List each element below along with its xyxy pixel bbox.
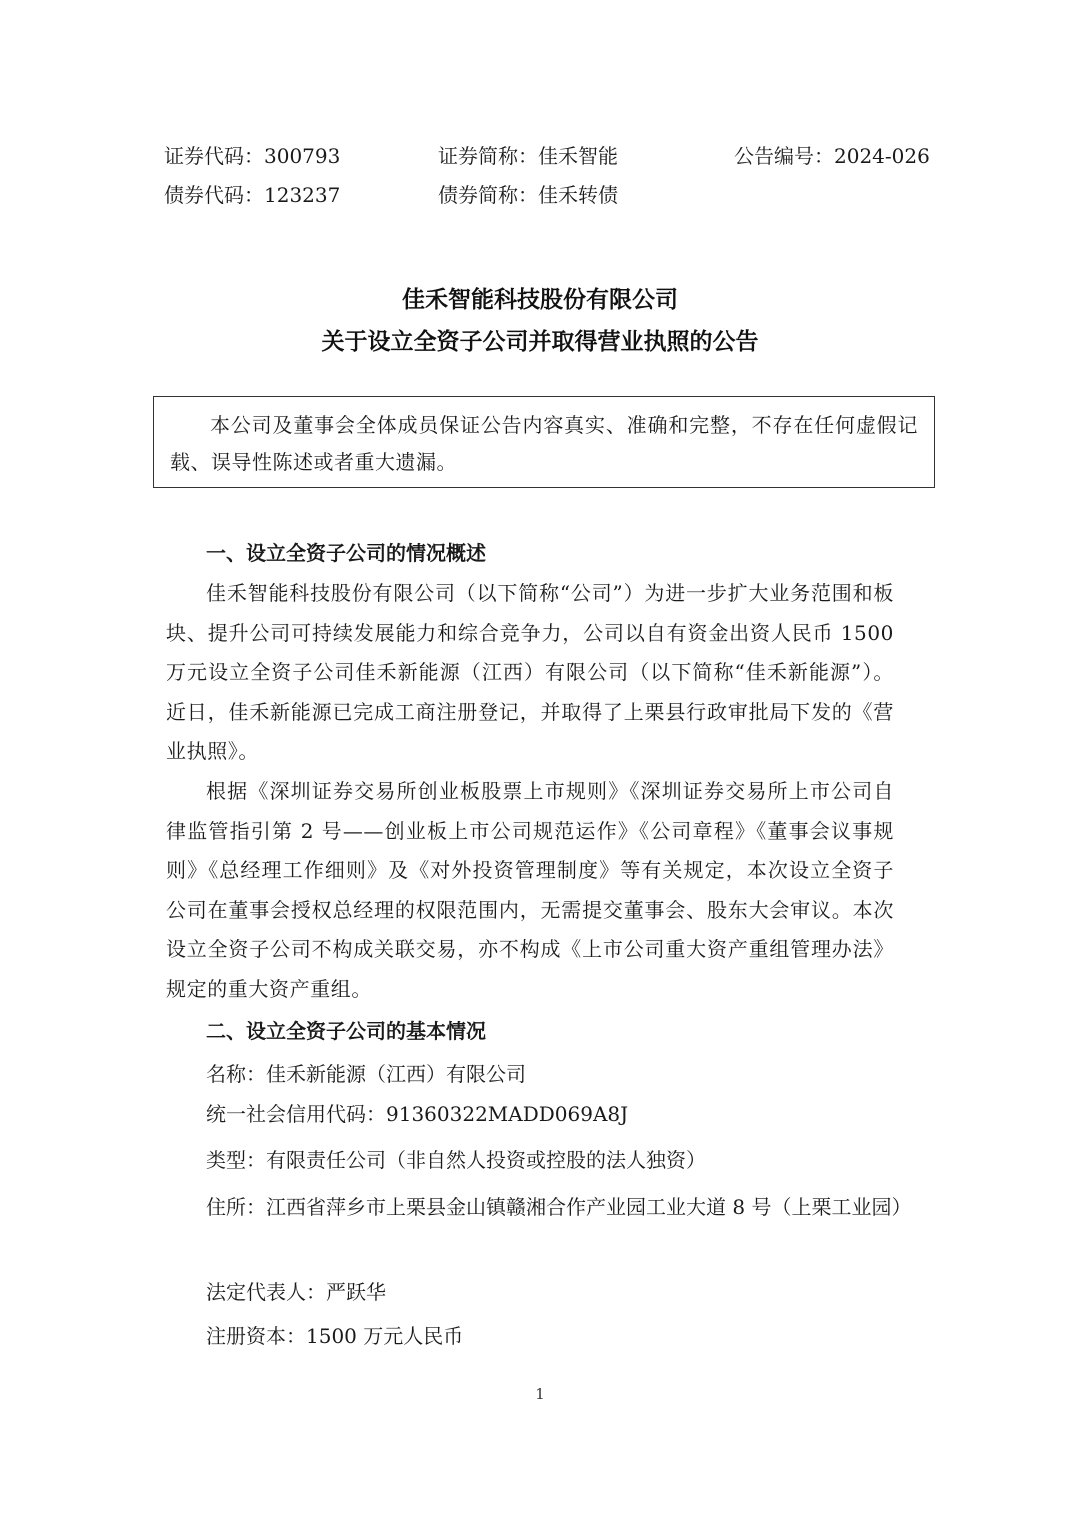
company-type: 类型：有限责任公司（非自然人投资或控股的法人独资） [206,1148,706,1172]
credit-code: 统一社会信用代码：91360322MADD069A8J [206,1102,629,1126]
legal-representative: 法定代表人：严跃华 [206,1280,386,1304]
company-name: 名称：佳禾新能源（江西）有限公司 [206,1062,526,1086]
page-number: 1 [535,1385,545,1403]
section1-heading: 一、设立全资子公司的情况概述 [206,541,486,565]
stock-code: 证券代码：300793 [164,144,341,168]
announcement-number: 公告编号：2024-026 [734,144,930,168]
bond-abbreviation: 债券简称：佳禾转债 [438,183,618,207]
bond-code: 债券代码：123237 [164,183,341,207]
document-title-company: 佳禾智能科技股份有限公司 [402,287,678,313]
section1-para1-text: 佳禾智能科技股份有限公司（以下简称“公司”）为进一步扩大业务范围和板块、提升公司可持续发展能力和综合竞争力，公司以自有资金出资人民币 1500 万元设立全资子公司佳禾新能源（江西）有限公司（以下简称“佳禾新能源”）。近日，佳禾新能源已完成工商注册登记，并取得了上栗县行政审批局下发的《营业执照》。 [166,581,894,763]
disclaimer-box [153,396,935,488]
company-address: 住所：江西省萍乡市上栗县金山镇赣湘合作产业园工业大道 8 号（上栗工业园） [206,1195,912,1219]
section1-paragraph-2 [166,772,894,1009]
section1-para2-text: 根据《深圳证券交易所创业板股票上市规则》《深圳证券交易所上市公司自律监管指引第 2 号——创业板上市公司规范运作》《公司章程》《董事会议事规则》《总经理工作细则》及《对外投资管理制度》等有关规定，本次设立全资子公司在董事会授权总经理的权限范围内，无需提交董事会、股东大会审议。本次设立全资子公司不构成关联交易，亦不构成《上市公司重大资产重组管理办法》规定的重大资产重组。 [166,779,894,1001]
document-title-subject: 关于设立全资子公司并取得营业执照的公告 [321,329,759,355]
section2-heading: 二、设立全资子公司的基本情况 [206,1019,486,1043]
section1-paragraph-1 [166,574,894,772]
stock-abbreviation: 证券简称：佳禾智能 [438,144,618,168]
disclaimer-text: 本公司及董事会全体成员保证公告内容真实、准确和完整，不存在任何虚假记载、误导性陈述或者重大遗漏。 [170,413,918,474]
registered-capital: 注册资本：1500 万元人民币 [206,1324,464,1348]
